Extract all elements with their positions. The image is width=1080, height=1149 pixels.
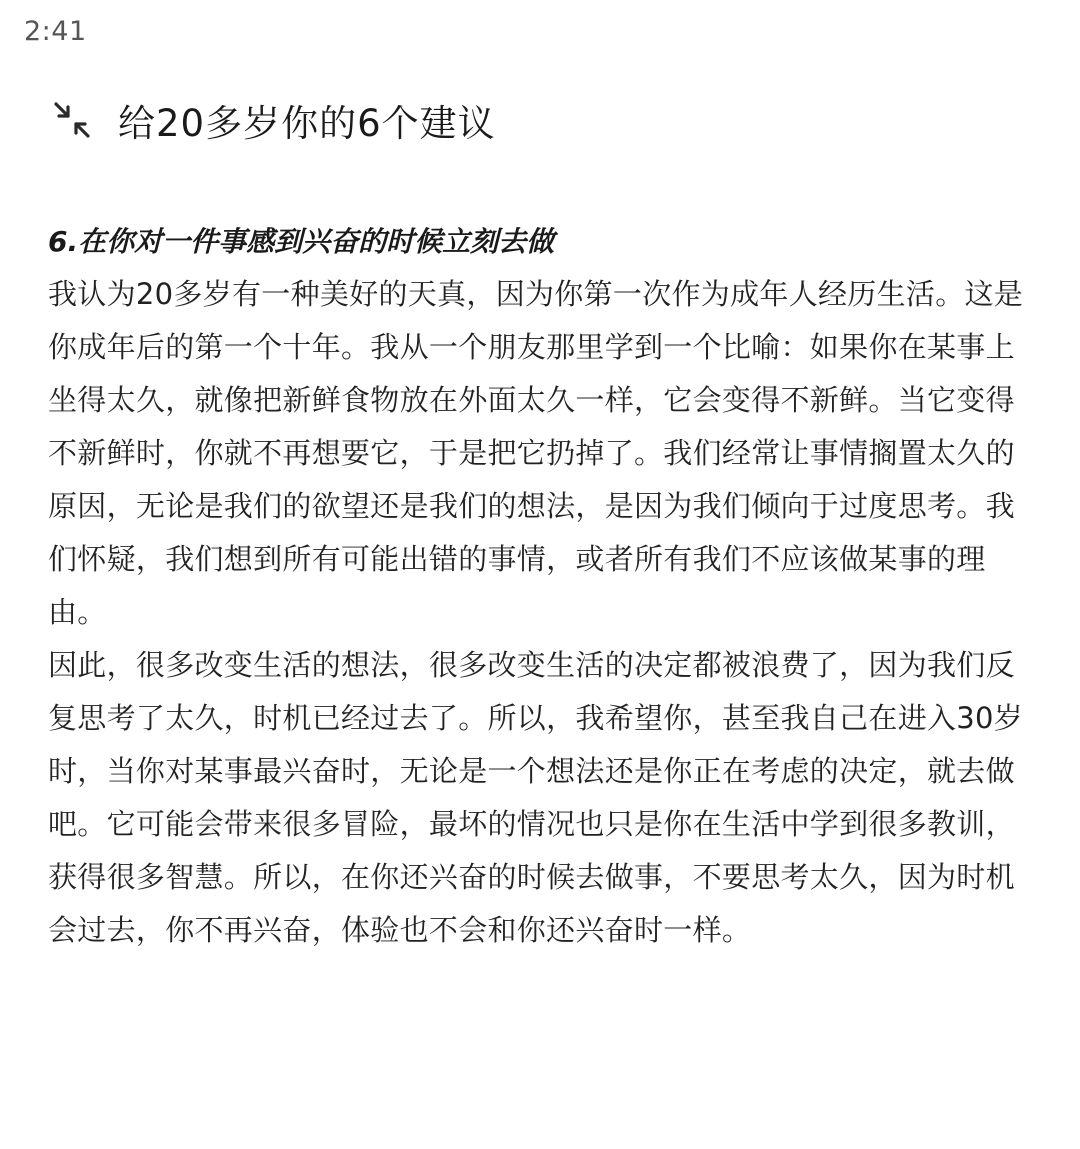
collapse-arrows-icon: [53, 101, 91, 139]
page-title: 给20多岁你的6个建议: [118, 102, 496, 145]
paragraph: 因此，很多改变生活的想法，很多改变生活的决定都被浪费了，因为我们反复思考了太久，时机已经过去了。所以，我希望你，甚至我自己在进入30岁时，当你对某事最兴奋时，无论是一个想法还是你正在考虑的决定，就去做吧。它可能会带来很多冒险，最坏的情况也只是你在生活中学到很多教训，获得很多智慧。所以，在你还兴奋的时候去做事，不要思考太久，因为时机会过去，你不再兴奋，体验也不会和你还兴奋时一样。: [48, 648, 1024, 947]
collapse-button[interactable]: [50, 98, 94, 142]
section-heading: 6.在你对一件事感到兴奋的时候立刻去做: [48, 225, 555, 258]
status-bar-time: 2:41: [24, 16, 87, 47]
article-body: [48, 216, 1038, 957]
note-header: [50, 92, 496, 148]
paragraph: 我认为20多岁有一种美好的天真，因为你第一次作为成年人经历生活。这是你成年后的第一个十年。我从一个朋友那里学到一个比喻：如果你在某事上坐得太久，就像把新鲜食物放在外面太久一样，它会变得不新鲜。当它变得不新鲜时，你就不再想要它，于是把它扔掉了。我们经常让事情搁置太久的原因，无论是我们的欲望还是我们的想法，是因为我们倾向于过度思考。我们怀疑，我们想到所有可能出错的事情，或者所有我们不应该做某事的理由。: [48, 277, 1024, 629]
